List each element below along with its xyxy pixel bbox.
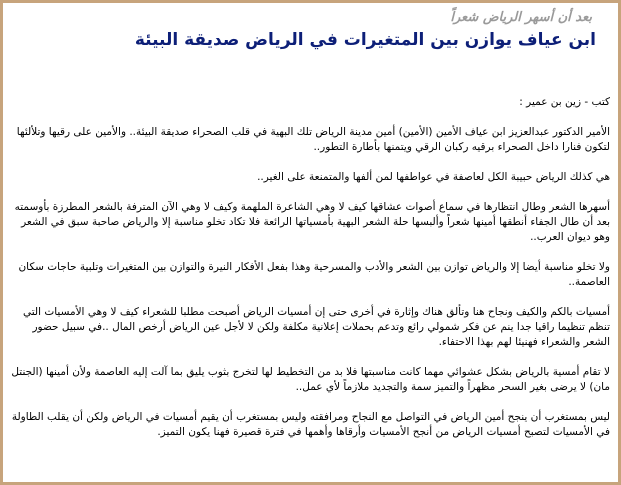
article-paragraph: ولا تخلو مناسبة أيضا إلا والرياض توازن بين الشعر والأدب والمسرحية وهذا بفعل الأفكار النيرة والتوازن بين المتغيرات وتلبية حاجات سكان العاصمة.. <box>18 261 610 288</box>
article-body <box>11 95 610 455</box>
article-headline: ابن عياف يوازن بين المتغيرات في الرياض صديقة البيئة <box>134 30 596 50</box>
article-paragraph: أمسيات بالكم والكيف ونجاح هنا وتألق هناك وإثارة في أخرى حتى إن أمسيات الرياض أصبحت مطلبا للشعراء كيف لا وهي الأمسيات التي تنظم تنظيما راقيا جدا ينم عن فكر شمولي رائع وتدعم بحملات إعلانية مكلفة ولكن لا لأجل عين الرياض أرخص المال ..في سبيل حضور الشعر والشعراء فهنيئا لهم بهذا الاحتفاء. <box>22 306 610 348</box>
article-kicker: بعد أن أسهر الرياض شعراً <box>450 10 592 25</box>
article-header <box>3 3 618 51</box>
article-paragraph: ليس بمستغرب أن ينجح أمين الرياض في التواصل مع النجاح ومرافقته وليس بمستغرب أن يقيم أمسيات في الرياض ولكن أن يقلب الطاولة في الأمسيات لتصبح أمسيات الرياض من أنجح الأمسيات وأرقاها وأهمها في فترة قصيرة فهنا يكون التميز. <box>11 411 610 438</box>
article-paragraph: لا تقام أمسية بالرياض بشكل عشوائي مهما كانت مناسبتها فلا بد من التخطيط لها لتخرج بثوب يليق بما آلت إليه العاصمة ولأن أمينها (الجنتل مان) لا يرضى بغير السحر مظهراً والتميز سمة والتجديد ملازماً لأي عمل.. <box>11 366 610 393</box>
article-byline: كتب - زين بن عمير : <box>519 96 610 108</box>
article-paragraph: هي كذلك الرياض حبيبة الكل لعاصفة في عواطفها لمن ألفها والمتمنعة على الغير.. <box>257 171 610 183</box>
article-paragraph: الأمير الدكتور عبدالعزيز ابن عياف الأمين (الأمين) أمين مدينة الرياض تلك البهية في قلب الصحراء صديقة البيئة.. والأمين على رقيها وتلألئها لتكون فنارا داخل الصحراء برقيه ركبان الرقي ويتمنها بأطارة التطور.. <box>16 126 610 153</box>
article-paragraph: أسهرها الشعر وطال انتظارها في سماع أصوات عشاقها كيف لا وهي الشاعرة الملهمة وكيف لا وهي الآن المترفة بالشعر المطرزة بأوسمته بعد أن طال الجفاء أنطقها أمينها شعراً وألبسها حلة الشعر البهية بأمسياتها الرائعة فلا تكاد تخلو مناسبة إلا والرياض صاحبة سبق في الشعر وهو ديوان العرب.. <box>14 201 610 243</box>
